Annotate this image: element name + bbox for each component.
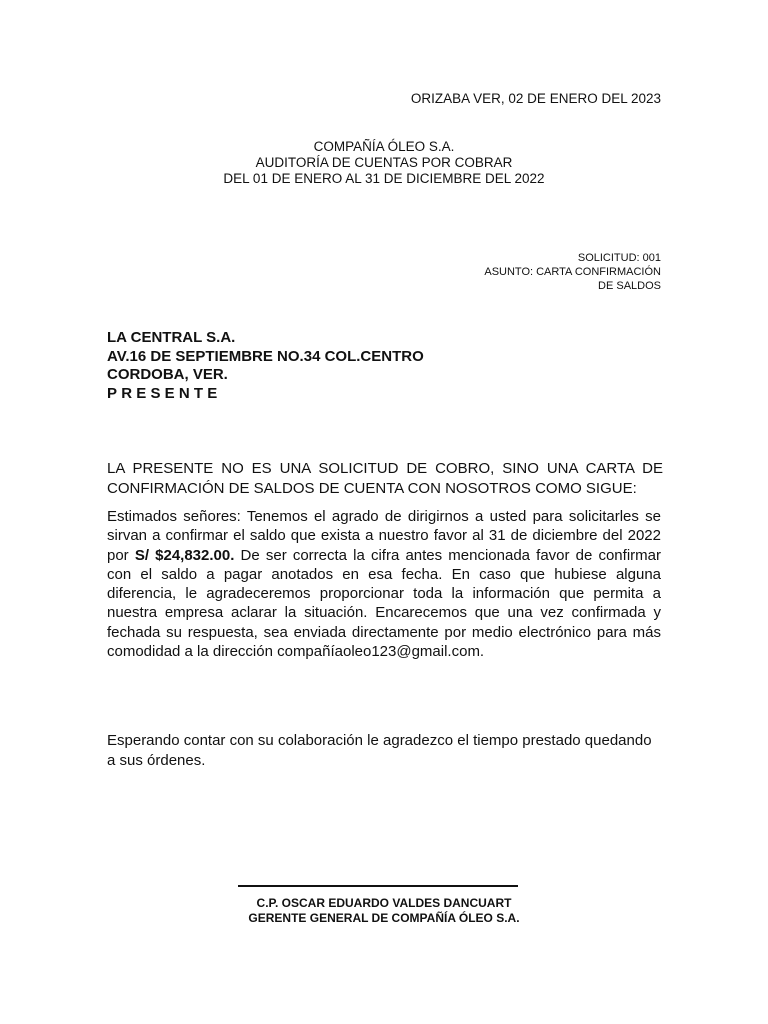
audit-period: DEL 01 DE ENERO AL 31 DE DICIEMBRE DEL 2022 [223,171,545,186]
recipient-name: LA CENTRAL S.A. [107,329,236,346]
date-line: ORIZABA VER, 02 DE ENERO DEL 2023 [410,91,661,106]
reference-block [484,251,661,293]
subject-line-1: ASUNTO: CARTA CONFIRMACIÓN [484,266,661,278]
presente-label: PRESENTE [107,384,222,402]
letter-heading [0,139,768,187]
company-name: COMPAÑÍA ÓLEO S.A. [313,139,455,154]
request-number: SOLICITUD: 001 [577,252,661,264]
recipient-address: AV.16 DE SEPTIEMBRE NO.34 COL.CENTRO [107,347,424,365]
balance-amount: S/ $24,832.00. [134,546,235,564]
closing-paragraph: Esperando contar con su colaboración le agradezco el tiempo prestado quedando a sus órdenes. [107,732,652,769]
body-text-part2: De ser correcta la cifra antes mencionada favor de confirmar con el saldo a pagar anotados en esa fecha. En caso que hubiese alguna diferencia, le agradeceremos proporcionar toda la información que permita a nuestra empresa aclarar la situación. Encarecemos que una vez confirmada y fechada su respuesta, sea enviada directamente por medio electrónico para más comodidad a la dirección compañíaoleo123@gmail.com. [107,546,661,661]
subject-line-2: DE SALDOS [598,280,661,292]
body-paragraph [107,507,661,661]
recipient-city: CORDOBA, VER. [107,366,228,383]
signer-name: C.P. OSCAR EDUARDO VALDES DANCUART [256,896,512,910]
signer-title: GERENTE GENERAL DE COMPAÑÍA ÓLEO S.A. [248,911,520,925]
body-text-part1: Estimados señores: Tenemos el agrado de dirigirnos a usted para solicitarles se sirvan a confirmar el saldo que exista a nuestro favor al 31 de diciembre del 2022 por [107,508,661,564]
signature-block [0,896,768,926]
audit-title: AUDITORÍA DE CUENTAS POR COBRAR [255,155,513,170]
intro-paragraph: LA PRESENTE NO ES UNA SOLICITUD DE COBRO, SINO UNA CARTA DE CONFIRMACIÓN DE SALDOS DE CUENTA CON NOSOTROS COMO SIGUE: [107,460,663,497]
recipient-block [107,329,424,403]
signature-line [238,885,518,887]
